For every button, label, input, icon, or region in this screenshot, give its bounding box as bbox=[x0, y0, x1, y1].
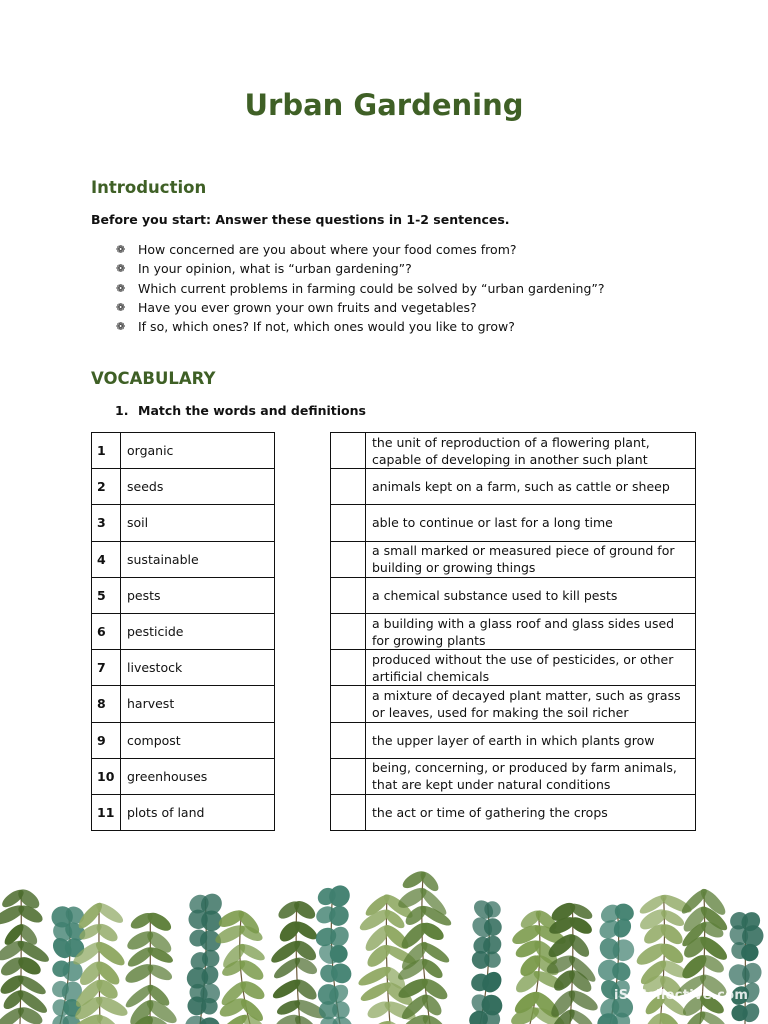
word-number: 10 bbox=[92, 758, 121, 794]
question-item: ❁ Have you ever grown your own fruits and vegetables? bbox=[116, 300, 477, 316]
word-number: 4 bbox=[92, 541, 121, 577]
definition-cell: a building with a glass roof and glass sides used for growing plants bbox=[366, 613, 696, 649]
answer-blank-cell[interactable] bbox=[331, 505, 366, 541]
answer-blank-cell[interactable] bbox=[331, 469, 366, 505]
definition-row bbox=[331, 541, 696, 577]
answer-blank-cell[interactable] bbox=[331, 650, 366, 686]
word-cell: pesticide bbox=[121, 613, 275, 649]
question-item: ❁ Which current problems in farming could be solved by “urban gardening”? bbox=[116, 280, 605, 296]
word-cell: sustainable bbox=[121, 541, 275, 577]
answer-blank-cell[interactable] bbox=[331, 613, 366, 649]
word-cell: organic bbox=[121, 433, 275, 469]
word-number: 7 bbox=[92, 650, 121, 686]
word-row bbox=[92, 505, 275, 541]
word-row bbox=[92, 758, 275, 794]
word-cell: pests bbox=[121, 577, 275, 613]
answer-blank-cell[interactable] bbox=[331, 758, 366, 794]
definition-cell: a small marked or measured piece of ground for building or growing things bbox=[366, 541, 696, 577]
word-row bbox=[92, 541, 275, 577]
word-cell: plots of land bbox=[121, 794, 275, 830]
word-row bbox=[92, 433, 275, 469]
word-number: 8 bbox=[92, 686, 121, 722]
definition-row bbox=[331, 758, 696, 794]
intro-instructions: Before you start: Answer these questions in 1-2 sentences. bbox=[91, 212, 510, 227]
introduction-heading: Introduction bbox=[91, 178, 207, 197]
definition-cell: the upper layer of earth in which plants grow bbox=[366, 722, 696, 758]
word-number: 5 bbox=[92, 577, 121, 613]
word-cell: seeds bbox=[121, 469, 275, 505]
definition-cell: animals kept on a farm, such as cattle or sheep bbox=[366, 469, 696, 505]
word-row bbox=[92, 686, 275, 722]
answer-blank-cell[interactable] bbox=[331, 686, 366, 722]
leaf bbox=[325, 902, 353, 930]
word-row bbox=[92, 577, 275, 613]
word-row bbox=[92, 650, 275, 686]
definition-cell: the unit of reproduction of a flowering plant, capable of developing in another such plant bbox=[366, 433, 696, 469]
word-cell: soil bbox=[121, 505, 275, 541]
flower-bullet-icon: ❁ bbox=[116, 320, 126, 334]
word-row bbox=[92, 613, 275, 649]
vocabulary-heading: VOCABULARY bbox=[91, 369, 216, 388]
task-instruction: 1. Match the words and definitions bbox=[115, 403, 366, 418]
answer-blank-cell[interactable] bbox=[331, 577, 366, 613]
word-number: 1 bbox=[92, 433, 121, 469]
definition-cell: a chemical substance used to kill pests bbox=[366, 577, 696, 613]
answer-blank-cell[interactable] bbox=[331, 541, 366, 577]
definition-cell: produced without the use of pesticides, or other artificial chemicals bbox=[366, 650, 696, 686]
answer-blank-cell[interactable] bbox=[331, 794, 366, 830]
word-number: 6 bbox=[92, 613, 121, 649]
word-row bbox=[92, 469, 275, 505]
flower-bullet-icon: ❁ bbox=[116, 262, 126, 276]
definition-cell: a mixture of decayed plant matter, such as grass or leaves, used for making the soil richer bbox=[366, 686, 696, 722]
definition-row bbox=[331, 650, 696, 686]
definition-row bbox=[331, 577, 696, 613]
page-title: Urban Gardening bbox=[244, 88, 524, 122]
question-item: ❁ In your opinion, what is “urban gardening”? bbox=[116, 261, 412, 277]
word-cell: compost bbox=[121, 722, 275, 758]
watermark: iSLCollective.com bbox=[614, 988, 749, 1003]
word-row bbox=[92, 794, 275, 830]
question-item: ❁ If so, which ones? If not, which ones would you like to grow? bbox=[116, 319, 515, 335]
answer-blank-cell[interactable] bbox=[331, 433, 366, 469]
definition-row bbox=[331, 505, 696, 541]
flower-bullet-icon: ❁ bbox=[116, 301, 126, 315]
word-cell: livestock bbox=[121, 650, 275, 686]
definition-row bbox=[331, 613, 696, 649]
definition-row bbox=[331, 794, 696, 830]
question-item: ❁ How concerned are you about where your food comes from? bbox=[116, 242, 517, 258]
definition-row bbox=[331, 722, 696, 758]
definition-cell: able to continue or last for a long time bbox=[366, 505, 696, 541]
definition-row bbox=[331, 686, 696, 722]
word-number: 11 bbox=[92, 794, 121, 830]
word-number: 2 bbox=[92, 469, 121, 505]
flower-bullet-icon: ❁ bbox=[116, 281, 126, 295]
definition-cell: being, concerning, or produced by farm animals, that are kept under natural conditions bbox=[366, 758, 696, 794]
flower-bullet-icon: ❁ bbox=[116, 243, 126, 257]
answer-blank-cell[interactable] bbox=[331, 722, 366, 758]
word-number: 3 bbox=[92, 505, 121, 541]
question-list bbox=[116, 240, 605, 336]
word-cell: harvest bbox=[121, 686, 275, 722]
definition-row bbox=[331, 469, 696, 505]
word-row bbox=[92, 722, 275, 758]
word-number: 9 bbox=[92, 722, 121, 758]
words-table bbox=[91, 432, 275, 831]
word-cell: greenhouses bbox=[121, 758, 275, 794]
definition-row bbox=[331, 433, 696, 469]
definition-cell: the act or time of gathering the crops bbox=[366, 794, 696, 830]
definitions-table bbox=[330, 432, 696, 831]
